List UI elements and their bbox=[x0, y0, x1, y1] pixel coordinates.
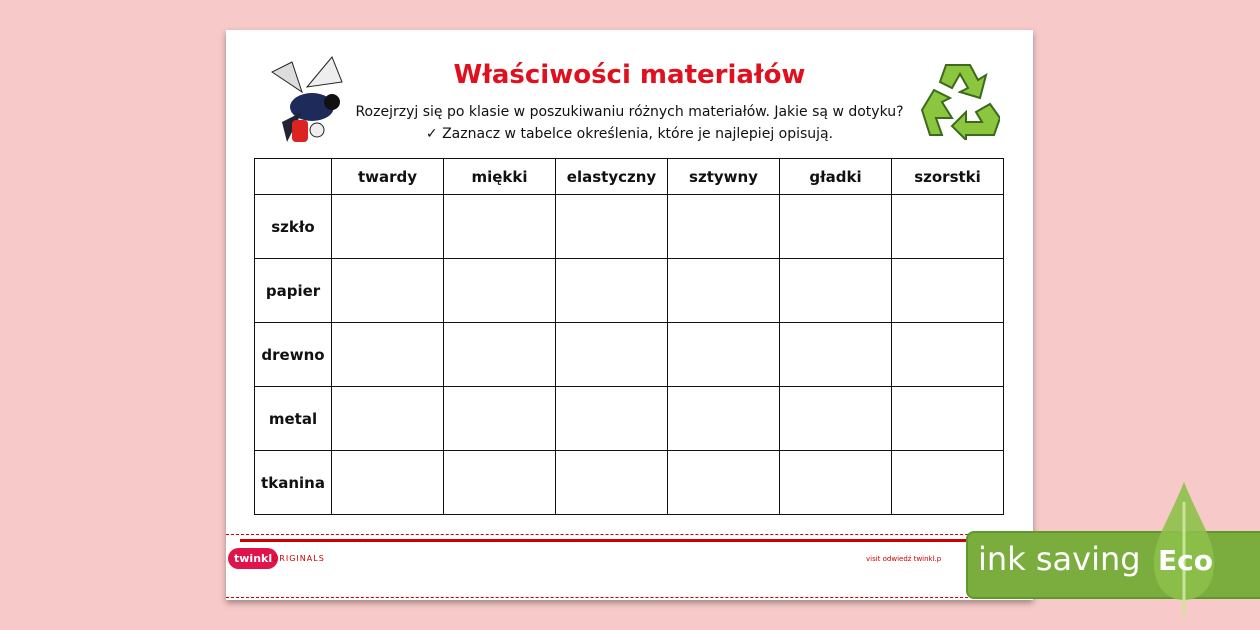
row-header: tkanina bbox=[255, 451, 332, 515]
row-header: papier bbox=[255, 259, 332, 323]
column-header: sztywny bbox=[668, 159, 780, 195]
check-cell[interactable] bbox=[444, 323, 556, 387]
eco-label: Eco bbox=[1158, 544, 1213, 577]
table-row bbox=[255, 323, 1004, 387]
checkmark-icon: ✓ bbox=[425, 126, 438, 142]
check-cell[interactable] bbox=[556, 387, 668, 451]
check-cell[interactable] bbox=[668, 451, 780, 515]
check-cell[interactable] bbox=[668, 387, 780, 451]
check-cell[interactable] bbox=[892, 387, 1004, 451]
table-header-row bbox=[255, 159, 1004, 195]
check-cell[interactable] bbox=[444, 451, 556, 515]
check-cell[interactable] bbox=[668, 323, 780, 387]
check-cell[interactable] bbox=[444, 387, 556, 451]
check-cell[interactable] bbox=[444, 195, 556, 259]
twinkl-logo: twinkl bbox=[228, 548, 278, 569]
table-row bbox=[255, 451, 1004, 515]
check-cell[interactable] bbox=[556, 451, 668, 515]
column-header: twardy bbox=[332, 159, 444, 195]
worksheet-page bbox=[226, 30, 1033, 600]
footer-divider bbox=[226, 534, 1033, 535]
check-cell[interactable] bbox=[892, 451, 1004, 515]
footer-rule bbox=[240, 539, 1019, 542]
corner-cell bbox=[255, 159, 332, 195]
instruction-1: Rozejrzyj się po klasie w poszukiwaniu różnych materiałów. Jakie są w dotyku? bbox=[355, 104, 904, 120]
check-cell[interactable] bbox=[780, 387, 892, 451]
page-title: Właściwości materiałów bbox=[453, 60, 806, 90]
instruction-2: ✓ Zaznacz w tabelce określenia, które je najlepiej opisują. bbox=[425, 126, 834, 142]
check-cell[interactable] bbox=[332, 451, 444, 515]
column-header: miękki bbox=[444, 159, 556, 195]
check-cell[interactable] bbox=[668, 195, 780, 259]
check-cell[interactable] bbox=[556, 259, 668, 323]
originals-label: ORIGINALS bbox=[272, 554, 325, 563]
column-header: szorstki bbox=[892, 159, 1004, 195]
check-cell[interactable] bbox=[332, 387, 444, 451]
visit-link: visit odwiedź twinkl.p bbox=[866, 555, 942, 563]
recycle-icon bbox=[916, 60, 1000, 140]
check-cell[interactable] bbox=[332, 323, 444, 387]
check-cell[interactable] bbox=[780, 259, 892, 323]
check-cell[interactable] bbox=[332, 259, 444, 323]
row-header: szkło bbox=[255, 195, 332, 259]
check-cell[interactable] bbox=[780, 195, 892, 259]
check-cell[interactable] bbox=[444, 259, 556, 323]
table-row bbox=[255, 195, 1004, 259]
row-header: drewno bbox=[255, 323, 332, 387]
check-cell[interactable] bbox=[780, 323, 892, 387]
row-header: metal bbox=[255, 387, 332, 451]
check-cell[interactable] bbox=[892, 323, 1004, 387]
check-cell[interactable] bbox=[556, 195, 668, 259]
check-cell[interactable] bbox=[668, 259, 780, 323]
check-cell[interactable] bbox=[892, 259, 1004, 323]
table-row bbox=[255, 387, 1004, 451]
table-row bbox=[255, 259, 1004, 323]
check-cell[interactable] bbox=[556, 323, 668, 387]
materials-table bbox=[254, 158, 1004, 515]
check-cell[interactable] bbox=[332, 195, 444, 259]
ink-saving-label: ink saving bbox=[978, 540, 1141, 578]
column-header: gładki bbox=[780, 159, 892, 195]
column-header: elastyczny bbox=[556, 159, 668, 195]
check-cell[interactable] bbox=[780, 451, 892, 515]
footer-bottom-border bbox=[226, 597, 1033, 598]
check-cell[interactable] bbox=[892, 195, 1004, 259]
